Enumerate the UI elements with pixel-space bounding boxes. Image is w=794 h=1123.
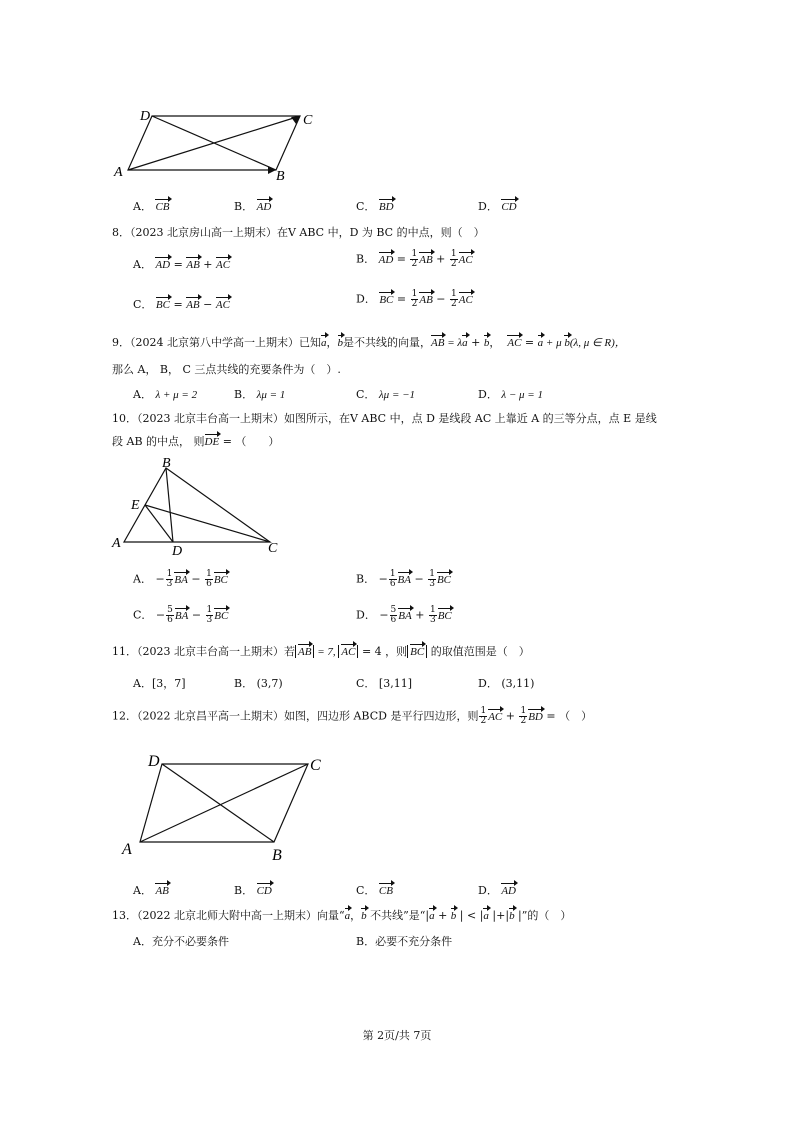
q11-stem: 11．（2023 北京丰台高一上期末）若 AB = 7, AC = 4 ，则 BC 的取值范围是（ ） — [112, 645, 530, 658]
q9-option-d[interactable]: D． λ − μ = 1 — [478, 388, 543, 401]
q12-diagonal-ac — [140, 764, 308, 842]
q10-option-d[interactable]: D． − $\frac{5}{6}$ BA + $\frac{1}{3}$ BC — [356, 605, 452, 625]
q11-option-d[interactable]: D． (3,11) — [478, 677, 535, 690]
q12-option-a[interactable]: A． AB — [133, 884, 169, 897]
q7-parallelogram-figure — [110, 104, 330, 184]
q7-option-d[interactable]: D． CD — [478, 200, 517, 213]
q11-option-b[interactable]: B． (3,7) — [234, 677, 283, 690]
q10-segment-ed — [145, 505, 173, 542]
q7-option-b[interactable]: B． AD — [234, 200, 272, 213]
q10-option-c[interactable]: C． − $\frac{5}{6}$ BA − $\frac{1}{3}$ BC — [133, 605, 229, 625]
q13-option-a[interactable]: A．充分不必要条件 — [133, 935, 229, 948]
q7-label-d: D — [140, 109, 151, 124]
q11-option-c[interactable]: C． [3,11] — [356, 677, 412, 690]
q8-option-a[interactable]: A． AD = AB + AC — [133, 258, 231, 271]
q9-option-a[interactable]: A． λ + μ = 2 — [133, 388, 198, 401]
q7-label-b: B — [276, 169, 285, 184]
q7-option-c[interactable]: C． BD — [356, 200, 394, 213]
q12-label-a: A — [122, 841, 132, 858]
q12-diagonal-db — [162, 764, 274, 842]
q13-stem: 13．（2022 北京北师大附中高一上期末）向量“a，b 不共线”是“|a + b | < |a |+|b |”的（ ） — [112, 909, 572, 922]
q12-label-b: B — [272, 847, 282, 864]
q13-option-b[interactable]: B．必要不充分条件 — [356, 935, 453, 948]
q10-segment-ec — [145, 505, 270, 542]
q10-stem-line2: 段 AB 的中点， 则DE = （ ） — [112, 435, 280, 448]
q10-option-b[interactable]: B． − $\frac{1}{6}$ BA − $\frac{1}{3}$ BC — [356, 569, 452, 589]
q7-label-c: C — [303, 113, 313, 128]
q7-arrowhead-b — [268, 166, 276, 174]
q12-label-c: C — [310, 757, 321, 774]
q10-stem-line1: 10．（2023 北京丰台高一上期末）如图所示，在V ABC 中，点 D 是线段 AC 上靠近 A 的三等分点，点 E 是线 — [112, 412, 657, 425]
q12-label-d: D — [148, 753, 160, 770]
page-footer: 第 2页/共 7页 — [362, 1029, 432, 1042]
q8-option-b[interactable]: B． AD = $\frac{1}{2}$ AB + $\frac{1}{2}$ AC — [356, 249, 473, 269]
q7-option-a[interactable]: A． CB — [133, 200, 170, 213]
q12-parallelogram-figure — [110, 748, 340, 868]
q10-label-b: B — [162, 456, 171, 471]
q10-triangle-figure — [110, 454, 300, 558]
q7-label-a: A — [114, 165, 123, 180]
q10-label-e: E — [131, 498, 140, 513]
q8-stem: 8．（2023 北京房山高一上期末）在V ABC 中，D 为 BC 的中点，则（ ） — [112, 226, 485, 239]
q9-stem: 9．（2024 北京第八中学高一上期末）已知a，b是不共线的向量，AB = λa + b， AC = a + μ b(λ, μ ∈ R)， — [112, 336, 626, 349]
q10-option-a[interactable]: A． − $\frac{1}{3}$ BA − $\frac{1}{6}$ BC — [133, 569, 228, 589]
q8-option-c[interactable]: C． BC = AB − AC — [133, 298, 230, 311]
q12-option-b[interactable]: B． CD — [234, 884, 272, 897]
q11-option-a[interactable]: A．[3，7] — [133, 677, 186, 690]
q9-line2: 那么 A， B， C 三点共线的充要条件为（ ）. — [112, 363, 341, 376]
q9-option-c[interactable]: C． λμ = −1 — [356, 388, 416, 401]
q10-segment-bd — [166, 468, 173, 542]
q12-option-c[interactable]: C． CB — [356, 884, 393, 897]
q9-option-b[interactable]: B． λμ = 1 — [234, 388, 286, 401]
q7-diagonal-db — [152, 116, 276, 170]
q10-label-c: C — [268, 541, 278, 556]
q8-option-d[interactable]: D． BC = $\frac{1}{2}$ AB − $\frac{1}{2}$ AC — [356, 289, 473, 309]
q10-label-a: A — [112, 536, 121, 551]
q12-option-d[interactable]: D． AD — [478, 884, 516, 897]
q12-stem: 12．（2022 北京昌平高一上期末）如图，四边形 ABCD 是平行四边形，则 $\frac{1}{2}$ AC + $\frac{1}{2}$ BD = （ ） — [112, 706, 593, 726]
q10-label-d: D — [172, 544, 183, 558]
